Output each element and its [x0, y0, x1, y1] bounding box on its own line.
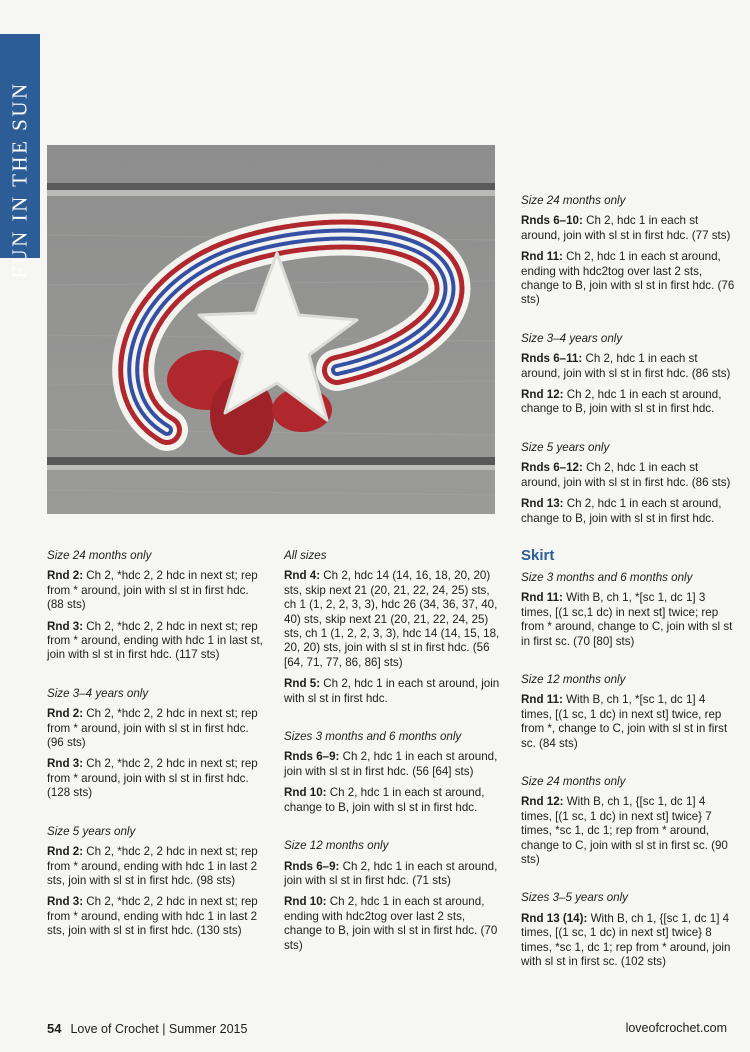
size-heading: Size 5 years only [521, 440, 610, 454]
instruction-row [521, 352, 735, 381]
instruction-row [47, 895, 267, 938]
round-text: Ch 2, hdc 1 in each st around, join with sl st in first hdc. [284, 677, 500, 705]
side-section-tab [0, 34, 40, 279]
size-heading: Size 12 months only [521, 672, 626, 686]
round-text: Ch 2, hdc 1 in each st around, ending with hdc2tog over last 2 sts, change to B, join with sl st in first hdc. (70 sts) [284, 895, 498, 952]
round-label: Rnd 3: [47, 757, 84, 771]
round-text: Ch 2, hdc 1 in each st around, join with sl st in first hdc. (86 sts) [521, 352, 731, 380]
round-label: Rnd 5: [284, 677, 321, 691]
size-heading: Size 3–4 years only [47, 686, 149, 700]
headband-photo [47, 145, 495, 514]
instruction-row [284, 750, 500, 779]
instruction-row [521, 388, 735, 417]
round-text: Ch 2, hdc 1 in each st around, ending with hdc2tog over last 2 sts, change to B, join with sl st in first hdc. (76 sts) [521, 250, 735, 307]
instruction-row [284, 569, 500, 670]
round-text: Ch 2, hdc 1 in each st around, join with sl st in first hdc. (77 sts) [521, 214, 731, 242]
round-label: Rnd 12: [521, 388, 564, 402]
instruction-row [284, 786, 500, 815]
pattern-column-1 [47, 549, 267, 946]
instruction-row [521, 214, 735, 243]
round-label: Rnds 6–9: [284, 859, 340, 873]
round-label: Rnd 10: [284, 895, 327, 909]
round-text: With B, ch 1, {[sc 1, dc 1] 4 times, [(1 sc, 1 dc) in next st] twice} 8 times, *sc 1, dc 1; rep from * around, join with sl st in first sc. (102 sts) [521, 911, 731, 969]
round-label: Rnd 3: [47, 619, 84, 633]
round-label: Rnd 4: [284, 569, 321, 583]
skirt-heading: Skirt [521, 546, 555, 564]
instruction-row [284, 677, 500, 706]
size-heading: All sizes [284, 549, 327, 562]
headband-illustration [47, 145, 495, 514]
round-text: Ch 2, hdc 1 in each st around, change to B, join with sl st in first hdc. [521, 388, 722, 416]
footer-separator: | [158, 1022, 169, 1036]
size-heading: Size 24 months only [521, 774, 626, 788]
pattern-column-3 [521, 194, 735, 976]
instruction-row [47, 707, 267, 750]
round-text: Ch 2, hdc 1 in each st around, change to B, join with sl st in first hdc. [284, 786, 485, 814]
round-text: Ch 2, *hdc 2, 2 hdc in next st; rep from * around, ending with hdc 1 in last 2 sts, join with sl st in first hdc. (98 sts) [47, 845, 258, 887]
instruction-row [521, 912, 735, 970]
instruction-row [47, 620, 267, 663]
round-label: Rnds 6–12: [521, 461, 583, 475]
size-heading: Sizes 3 months and 6 months only [284, 730, 462, 744]
round-text: Ch 2, *hdc 2, 2 hdc in next st; rep from * around, join with sl st in first hdc. (128 sts) [47, 757, 258, 800]
round-label: Rnd 13: [521, 497, 564, 511]
instruction-row [521, 693, 735, 751]
round-label: Rnd 2: [47, 569, 84, 583]
instruction-row [521, 461, 735, 490]
instruction-row [47, 757, 267, 800]
round-text: Ch 2, hdc 1 in each st around, join with sl st in first hdc. (86 sts) [521, 461, 731, 489]
instruction-row [521, 497, 735, 526]
round-label: Rnd 11: [521, 693, 563, 707]
round-label: Rnd 10: [284, 786, 327, 800]
round-label: Rnd 2: [47, 707, 84, 721]
round-label: Rnd 11: [521, 250, 563, 264]
instruction-row [47, 569, 267, 612]
round-text: With B, ch 1, {[sc 1, dc 1] 4 times, [(1 sc, 1 dc) in next st] twice} 7 times, *sc 1, dc 1; rep from * around, change to C, join with sl st in first sc. (90 sts) [521, 795, 728, 866]
round-label: Rnd 3: [47, 895, 84, 909]
instruction-row [521, 250, 735, 308]
round-label: Rnd 11: [521, 591, 563, 605]
round-label: Rnds 6–9: [284, 750, 340, 764]
round-text: Ch 2, *hdc 2, 2 hdc in next st; rep from * around, ending with hdc 1 in last 2 sts, join with sl st in first hdc. (130 sts) [47, 895, 258, 938]
round-label: Rnd 2: [47, 845, 84, 859]
size-heading: Size 5 years only [47, 824, 136, 838]
size-heading: Sizes 3–5 years only [521, 891, 628, 905]
round-label: Rnd 13 (14): [521, 911, 588, 925]
instruction-row [521, 795, 735, 867]
website-link[interactable]: loveofcrochet.com [625, 1021, 727, 1035]
round-text: Ch 2, *hdc 2, 2 hdc in next st; rep from * around, join with sl st in first hdc. (88 sts) [47, 569, 258, 612]
round-label: Rnds 6–11: [521, 352, 583, 366]
round-text: Ch 2, hdc 1 in each st around, join with sl st in first hdc. (56 [64] sts) [284, 750, 498, 778]
instruction-row [284, 860, 500, 889]
magazine-name: Love of Crochet [70, 1022, 159, 1036]
size-heading: Size 24 months only [47, 549, 152, 562]
size-heading: Size 24 months only [521, 194, 626, 207]
size-heading: Size 3 months and 6 months only [521, 570, 693, 584]
size-heading: Size 12 months only [284, 839, 389, 853]
round-label: Rnd 12: [521, 795, 564, 809]
round-text: Ch 2, *hdc 2, 2 hdc in next st; rep from * around, join with sl st in first hdc. (96 sts) [47, 707, 258, 750]
round-text: Ch 2, hdc 1 in each st around, join with sl st in first hdc. (71 sts) [284, 859, 498, 887]
side-tab-label: FUN IN THE SUN [7, 81, 32, 279]
page-number: 54 [47, 1021, 62, 1036]
round-text: With B, ch 1, *[sc 1, dc 1] 4 times, [(1 sc, 1 dc) in next st] twice, rep from *, change to C, join with sl st in first sc. (84 sts) [521, 693, 728, 750]
instruction-row [47, 845, 267, 888]
instruction-row [521, 591, 735, 649]
round-text: With B, ch 1, *[sc 1, dc 1] 3 times, [(1 sc,1 dc) in next st] twice; rep from * around, change to C, join with sl st in first sc. (70 [80] sts) [521, 591, 733, 648]
instruction-row [284, 895, 500, 953]
issue-name: Summer 2015 [168, 1022, 248, 1036]
pattern-column-2 [284, 549, 500, 960]
round-label: Rnds 6–10: [521, 214, 583, 228]
round-text: Ch 2, hdc 14 (14, 16, 18, 20, 20) sts, skip next 21 (20, 21, 22, 24, 25) sts, ch 1 (1, 2, 2, 3, 3), hdc 26 (34, 36, 37, 40, 40) sts, skip next 21 (20, 21, 22, 24, 25) sts, ch 1 (1, 2, 2, 3, 3), hdc 14 (14, 15, 18, 20, 20) sts, join with sl st in first hdc. (56 [64, 71, 77, 86, 86] sts) [284, 569, 500, 669]
round-text: Ch 2, hdc 1 in each st around, change to B, join with sl st in first hdc. [521, 497, 722, 525]
round-text: Ch 2, *hdc 2, 2 hdc in next st; rep from * around, ending with hdc 1 in last st, join with sl st in first hdc. (117 sts) [47, 619, 263, 662]
footer-credit [47, 1021, 247, 1036]
size-heading: Size 3–4 years only [521, 331, 623, 345]
